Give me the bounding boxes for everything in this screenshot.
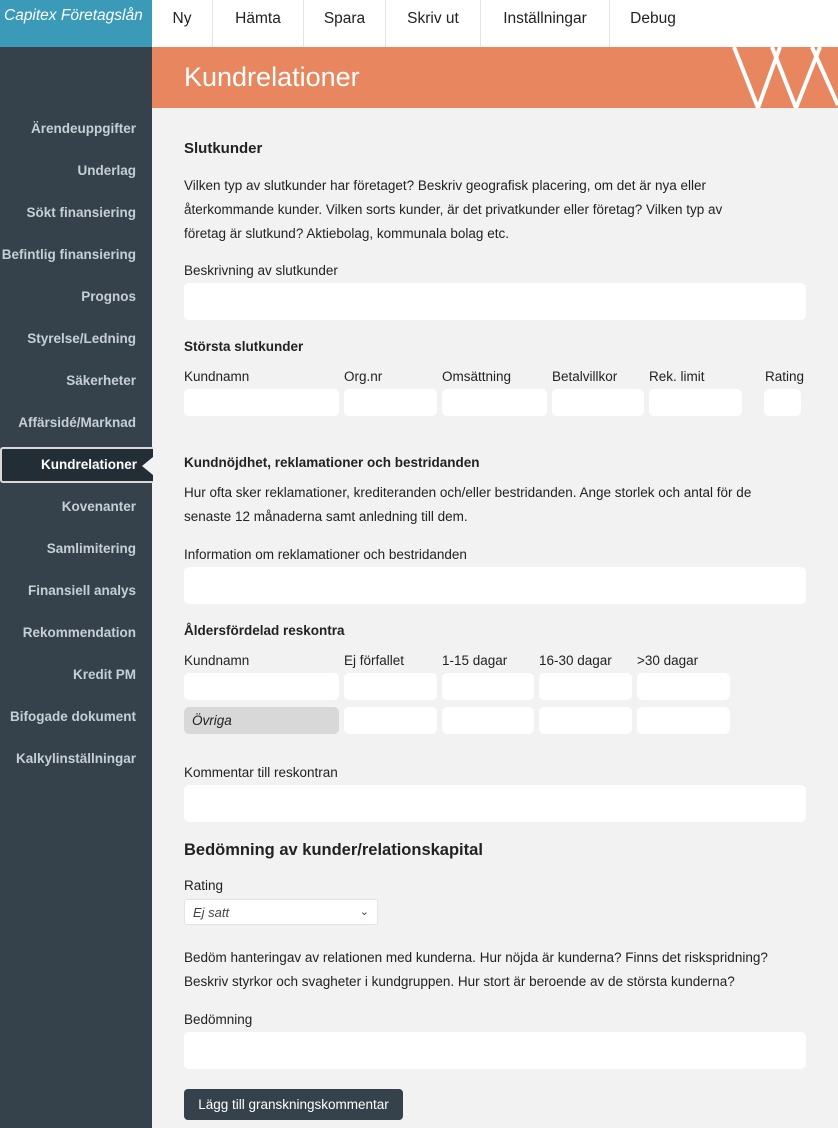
rating-select-value: Ej satt [193, 905, 230, 920]
section-heading-bedomning: Bedömning av kunder/relationskapital [184, 841, 483, 859]
app-title: Capitex Företagslån [0, 0, 152, 47]
page-header [152, 47, 838, 108]
reklamation-info-input[interactable] [184, 567, 806, 604]
column-header-rek-limit: Rek. limit [649, 369, 705, 384]
column-header-rating: Rating [765, 369, 805, 384]
rating-select[interactable] [184, 899, 378, 925]
sidebar-item-underlag[interactable]: Underlag [77, 163, 136, 178]
tab-spara[interactable]: Spara [304, 0, 386, 47]
sidebar-item-affarside-marknad[interactable]: Affärsidé/Marknad [18, 415, 136, 430]
sidebar-item-befintlig-finansiering[interactable]: Befintlig finansiering [1, 247, 136, 262]
bedomning-description: Bedöm hanteringav av relationen med kunderna. Hur nöjda är kunderna? Finns det riskspridning? Beskriv styrkor och svagheter i kundgruppen. Hur stort är beroende av de största kunderna? [184, 950, 768, 989]
sidebar-item-arendeuppgifter[interactable]: Ärendeuppgifter [30, 121, 136, 136]
arrow-left-icon [142, 457, 153, 475]
slutkunder-field-label: Beskrivning av slutkunder [184, 263, 338, 278]
reskontra-ovriga-ej-forfallet-input[interactable] [344, 707, 437, 734]
sidebar-item-kovenanter[interactable]: Kovenanter [61, 499, 136, 514]
section-heading-slutkunder: Slutkunder [184, 140, 263, 157]
reskontra-ovriga-over-30-input[interactable] [637, 707, 730, 734]
section-heading-reskontra: Åldersfördelad reskontra [184, 623, 345, 638]
section-heading-kundnojdhet: Kundnöjdhet, reklamationer och bestridanden [184, 455, 480, 470]
sidebar-item-label: Kundrelationer [40, 457, 137, 472]
sidebar-item-rekommendation[interactable]: Rekommendation [22, 625, 136, 640]
column-header-ej-forfallet: Ej förfallet [344, 653, 405, 668]
sidebar-item-bifogade-dokument[interactable]: Bifogade dokument [9, 709, 136, 724]
sidebar-item-sakerheter[interactable]: Säkerheter [66, 373, 136, 388]
brand-logo-icon [728, 47, 838, 108]
slutkunder-description: Vilken typ av slutkunder har företaget? Beskriv geografisk placering, om det är nya eller återkommande kunder. Vilken sorts kunder, är det privatkunder eller företag? Vilken typ av företag är slutkund? Aktiebolag, kommunala bolag etc. [184, 178, 723, 241]
add-review-comment-button[interactable]: Lägg till granskningskommentar [184, 1089, 403, 1120]
tab-skriv-ut[interactable]: Skriv ut [386, 0, 481, 47]
sidebar-item-finansiell-analys[interactable]: Finansiell analys [27, 583, 136, 598]
column-header-omsattning: Omsättning [442, 369, 512, 384]
sidebar-item-samlimitering[interactable]: Samlimitering [46, 541, 136, 556]
top-nav [152, 0, 838, 47]
reklamation-description: Hur ofta sker reklamationer, krediteranden och/eller bestridanden. Ange storlek och antal för de senaste 12 månaderna samt anledning till dem. [184, 485, 752, 524]
storsta-kundnamn-input[interactable] [184, 389, 339, 416]
tab-hamta[interactable]: Hämta [213, 0, 304, 47]
bedomning-input[interactable] [184, 1032, 806, 1069]
slutkunder-description-input[interactable] [184, 283, 806, 320]
storsta-rating-input[interactable] [764, 389, 801, 416]
tab-installningar[interactable]: Inställningar [481, 0, 610, 47]
sidebar-item-kredit-pm[interactable]: Kredit PM [72, 667, 136, 682]
column-header-over-30-dagar: >30 dagar [637, 653, 699, 668]
column-header-16-30-dagar: 16-30 dagar [539, 653, 612, 668]
storsta-betalvillkor-input[interactable] [552, 389, 644, 416]
reskontra-ej-forfallet-input[interactable] [344, 673, 437, 700]
sidebar-item-sokt-finansiering[interactable]: Sökt finansiering [26, 205, 136, 220]
section-heading-storsta-slutkunder: Största slutkunder [184, 339, 304, 354]
column-header-orgnr: Org.nr [344, 369, 383, 384]
sidebar [0, 47, 152, 1128]
reskontra-ovriga-16-30-input[interactable] [539, 707, 632, 734]
sidebar-item-prognos[interactable]: Prognos [81, 289, 136, 304]
bedomning-field-label: Bedömning [184, 1012, 253, 1027]
reklamation-field-label: Information om reklamationer och bestridanden [184, 547, 467, 562]
reskontra-ovriga-1-15-input[interactable] [442, 707, 534, 734]
storsta-rek-limit-input[interactable] [649, 389, 742, 416]
column-header-kundnamn: Kundnamn [184, 653, 250, 668]
reskontra-ovriga-label: Övriga [184, 707, 339, 734]
reskontra-over-30-input[interactable] [637, 673, 730, 700]
storsta-orgnr-input[interactable] [344, 389, 437, 416]
reskontra-comment-input[interactable] [184, 785, 806, 822]
reskontra-comment-label: Kommentar till reskontran [184, 765, 338, 780]
sidebar-item-kalkylinstallningar[interactable]: Kalkylinställningar [15, 751, 136, 766]
storsta-omsattning-input[interactable] [442, 389, 547, 416]
sidebar-item-kundrelationer[interactable] [0, 447, 153, 483]
reskontra-kundnamn-input[interactable] [184, 673, 339, 700]
reskontra-1-15-input[interactable] [442, 673, 534, 700]
column-header-betalvillkor: Betalvillkor [552, 369, 618, 384]
sidebar-item-styrelse-ledning[interactable]: Styrelse/Ledning [27, 331, 136, 346]
reskontra-16-30-input[interactable] [539, 673, 632, 700]
column-header-kundnamn: Kundnamn [184, 369, 250, 384]
tab-debug[interactable]: Debug [630, 10, 676, 27]
page-title: Kundrelationer [184, 62, 360, 92]
rating-label: Rating [184, 878, 224, 893]
column-header-1-15-dagar: 1-15 dagar [442, 653, 508, 668]
chevron-down-icon: ⌄ [359, 906, 369, 918]
tab-ny[interactable]: Ny [152, 0, 213, 47]
